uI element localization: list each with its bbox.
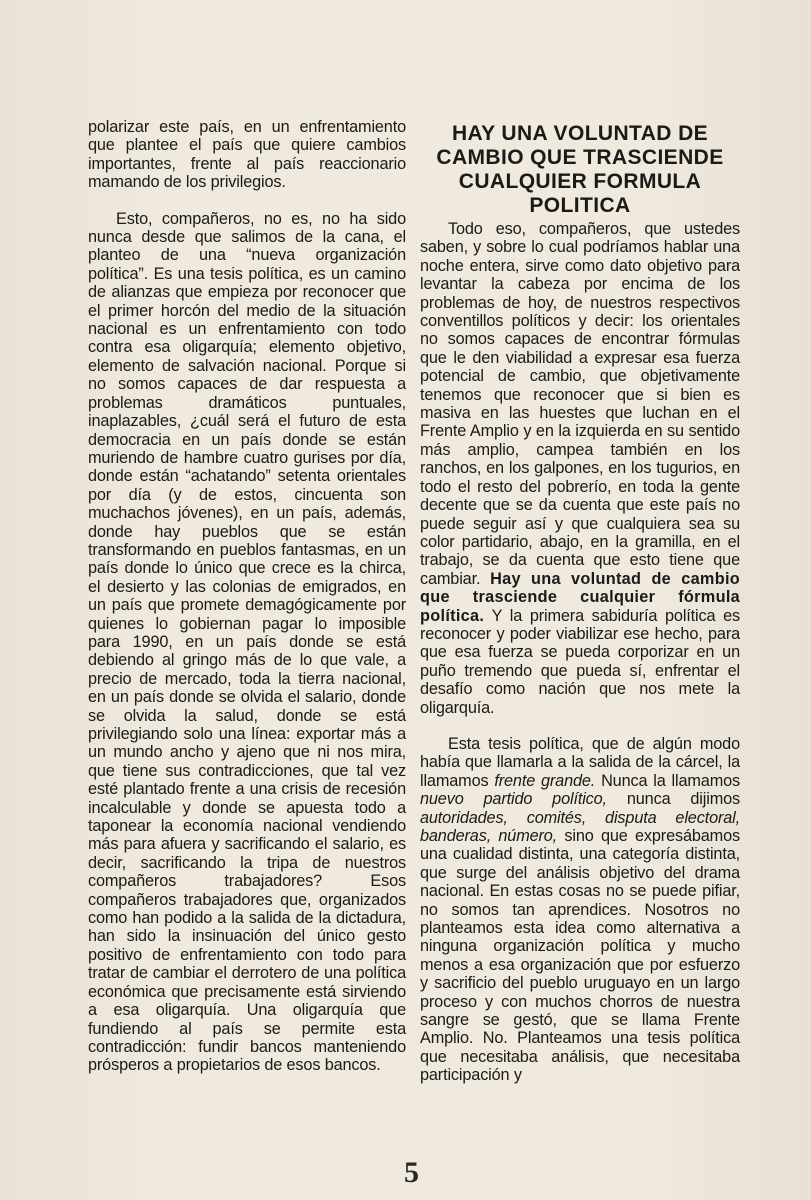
right-paragraph-2-text-b: Nunca la llamamos — [601, 771, 741, 790]
right-column — [420, 118, 740, 1085]
right-paragraph-1-text-b: Y la primera sabiduría política es reconocer y poder viabilizar ese hecho, para que esa fuerza se pueda corporizar en un puño tremendo que pueda sí, enfrentar el desafío como nación que nos mete la oligarquía. — [420, 606, 740, 717]
right-paragraph-2 — [420, 735, 740, 1085]
right-paragraph-2-text-c: nunca dijimos — [626, 790, 740, 809]
heading-line-1: HAY UNA VOLUNTAD DE — [451, 122, 709, 145]
heading-line-2: CAMBIO QUE TRASCIENDE — [436, 146, 724, 169]
heading-line-3: CUALQUIER FORMULA — [458, 170, 702, 193]
italic-frente-grande: frente grande. — [494, 771, 596, 790]
right-paragraph-1 — [420, 220, 740, 717]
italic-nuevo-partido: nuevo partido político, — [420, 790, 607, 809]
right-paragraph-2-text-d: sino que expresábamos una cualidad distinta, una categoría distinta, que surge del análisis objetivo del drama nacional. En estas cosas no se puede pifiar, no somos tan aprendices. Nosotros no planteamos esta idea como alternativa a ninguna organización política y mucho menos a esa organización que por esfuerzo y sacrificio del pueblo uruguayo en un largo proceso y con muchos chorros de nuestra sangre se gestó, que se llama Frente Amplio. No. Planteamos una tesis política que necesitaba análisis, que necesitaba participación y — [420, 827, 740, 1085]
section-heading — [420, 122, 740, 218]
left-paragraph-2: Esto, compañeros, no es, no ha sido nunca desde que salimos de la cana, el planteo de una “nueva organización política”. Es una tesis política, es un camino de alianzas que empieza por reconocer que el primer horcón del medio de la situación nacional es un enfrentamiento con todo contra esa oligarquía; elemento objetivo, elemento de salvación nacional. Porque si no somos capaces de dar respuesta a problemas dramáticos puntuales, inaplazables, ¿cuál será el futuro de esta democracia en un país donde se están muriendo de hambre cuatro gurises por día, donde están “achatando” setenta orientales por día (y de estos, cincuenta son muchachos jóvenes), en un país, además, donde hay pueblos que se están transformando en pueblos fantasmas, en un país donde lo único que crece es la chirca, el desierto y las colonias de emigrados, en un país que promete demagógicamente por quienes lo gobiernan pagar lo imposible para 1990, en un país donde se está debiendo al gringo más de lo que vale, a precio de mercado, toda la tierra nacional, en un país donde se olvida el salario, donde se olvida la salud, donde se está privilegiando solo una línea: exportar más a un mundo ancho y ajeno que ni nos mira, que tiene sus contradicciones, que tal vez esté plantado frente a una crisis de recesión incalculable y donde se apuesta todo a taponear la economía nacional vendiendo más para afuera y sacrificando el salario, es decir, sacrificando la tripa de nuestros compañeros trabajadores? Esos compañeros trabajadores que, organizados como han podido a la salida de la dictadura, han sido la insinuación del único gesto positivo de enfrentamiento con todo para tratar de cambiar el derrotero de una política económica que precisamente está sirviendo a esa oligarquía. Una oligarquía que fundiendo al país se permite esta contradicción: fundir bancos manteniendo prósperos a propietarios de esos bancos. — [88, 209, 406, 1075]
right-paragraph-2-text-a: Esta tesis política, que de algún modo había que llamarla a la salida de la cárcel, la llamamos — [420, 734, 740, 790]
left-paragraph-1: polarizar este país, en un enfrentamiento que plantee el país que quiere cambios importantes, frente al país reaccionario mamando de los privilegios. — [88, 118, 406, 192]
left-column — [88, 118, 406, 1075]
page-number: 5 — [404, 1156, 419, 1189]
right-paragraph-1-text-a: Todo eso, compañeros, que ustedes saben, y sobre lo cual podríamos hablar una noche entera, sirve como dato objetivo para levantar la cabeza por encima de los problemas de hoy, de nuestros respectivos conventillos políticos y decir: los orientales no somos capaces de encontrar fórmulas que le den viabilidad a expresar esa fuerza potencial de cambio, que objetivamente tenemos que reconocer que si bien es masiva en las huestes que luchan en el Frente Amplio y en la izquierda en su sentido más amplio, campea también en los ranchos, en los galpones, en los tugurios, en todo el resto del pobrerío, en toda la gente decente que se da cuenta que este país no puede seguir así y que cualquiera sea su color partidario, abajo, en la gramilla, en el trabajo, se da cuenta que esto tiene que cambiar. — [420, 220, 740, 588]
emphasis-bold-statement: Hay una voluntad de cambio que trasciende cualquier fórmula política. — [420, 569, 741, 625]
italic-autoridades: autoridades, comités, disputa electoral, banderas, número, — [420, 808, 740, 845]
heading-line-4: POLITICA — [529, 194, 631, 217]
